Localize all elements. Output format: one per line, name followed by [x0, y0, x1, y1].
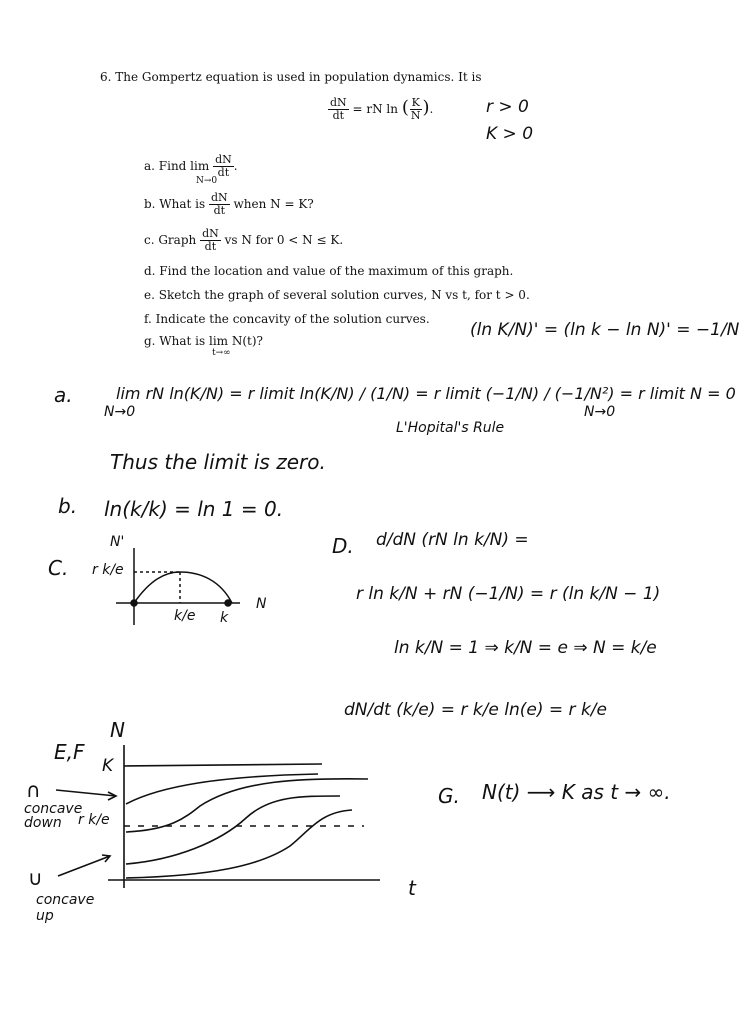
- graph-c-x-label: N: [256, 596, 267, 612]
- solution-curve-2: [126, 779, 368, 832]
- solution-c-label: C.: [48, 556, 69, 580]
- concave-up-arrow: [58, 856, 110, 876]
- concave-down-sign: ∩: [26, 778, 41, 802]
- solution-g-label: G.: [438, 784, 460, 808]
- part-d: d. Find the location and value of the maximum of this graph.: [144, 264, 514, 278]
- solution-b-label: b.: [58, 494, 78, 518]
- part-c: c. Graph $\frac{dN}{dt}$ vs N for 0 < N ≤ K.: [144, 227, 344, 253]
- graph-c-y-tick: r k/e: [92, 562, 124, 578]
- part-g-limit-sub: t→∞: [212, 348, 231, 358]
- graph-ef-y-label: N: [110, 718, 125, 742]
- solution-ef-label: E,F: [54, 740, 85, 764]
- solution-d-line2: r ln k/N + rN (−1/N) = r (ln k/N − 1): [356, 584, 661, 604]
- graph-c-x-tick-k: k: [220, 610, 229, 626]
- condition-r: r > 0: [486, 97, 529, 117]
- log-derivative-note: (ln K/N)' = (ln k − ln N)' = −1/N: [470, 320, 740, 340]
- solution-d-label: D.: [332, 534, 354, 558]
- solution-d-line1: d/dN (rN ln k/N) =: [376, 530, 529, 550]
- graph-c-k-point: [225, 600, 231, 606]
- concave-up-label: concave up: [36, 892, 95, 924]
- gompertz-equation: $\frac{dN}{dt}$ = rN ln ( $\frac{K}{N}$ ).: [330, 96, 434, 122]
- solution-curve-1: [126, 774, 318, 804]
- graph-c-curve: [134, 572, 232, 603]
- solution-d-line4: dN/dt (k/e) = r k/e ln(e) = r k/e: [344, 700, 607, 720]
- problem-intro: 6. The Gompertz equation is used in population dynamics. It is: [100, 70, 482, 84]
- concave-down-label: concave down: [24, 801, 83, 831]
- graph-ef-k-tick: K: [102, 756, 114, 776]
- solution-a-limit-sub: N→0: [104, 404, 136, 420]
- solution-a-work: lim rN ln(K/N) = r limit ln(K/N) / (1/N) = r limit (−1/N) / (−1/N²) = r limit N = 0: [116, 384, 736, 403]
- k-over-n-fraction: $\frac{K}{N}$: [410, 96, 421, 122]
- graph-ef-x-label: t: [408, 876, 416, 900]
- equilibrium-k-line: [124, 764, 322, 766]
- concave-down-arrow: [56, 790, 116, 796]
- part-a-limit-sub: N→0: [196, 176, 218, 186]
- part-g: g. What is lim N(t)?: [144, 334, 263, 348]
- equation-rhs: = rN ln: [352, 102, 398, 116]
- solution-g-work: N(t) ⟶ K as t → ∞.: [482, 780, 671, 804]
- solution-d-line3: ln k/N = 1 ⇒ k/N = e ⇒ N = k/e: [394, 638, 657, 658]
- solution-a-conclusion: Thus the limit is zero.: [110, 450, 326, 474]
- graph-c-x-tick-ke: k/e: [174, 608, 196, 624]
- part-b: b. What is $\frac{dN}{dt}$ when N = K?: [144, 191, 314, 217]
- part-e: e. Sketch the graph of several solution curves, N vs t, for t > 0.: [144, 288, 530, 302]
- solution-a-label: a.: [54, 383, 73, 407]
- part-f: f. Indicate the concavity of the solution curves.: [144, 312, 430, 326]
- graph-c-origin-point: [131, 600, 137, 606]
- solution-b-work: ln(k/k) = ln 1 = 0.: [104, 497, 284, 521]
- solution-a-limit-sub-2: N→0: [584, 404, 616, 420]
- lhopital-note: L'Hopital's Rule: [396, 420, 505, 436]
- part-a: a. Find lim $\frac{dN}{dt}$ .: [144, 153, 238, 179]
- solution-curve-4: [126, 810, 352, 878]
- concave-up-sign: ∪: [28, 866, 43, 890]
- graph-c-y-label: N': [110, 534, 125, 550]
- graph-ef-rke-tick: r k/e: [78, 812, 110, 828]
- dn-dt-fraction: $\frac{dN}{dt}$: [330, 96, 347, 122]
- condition-k: K > 0: [486, 124, 534, 144]
